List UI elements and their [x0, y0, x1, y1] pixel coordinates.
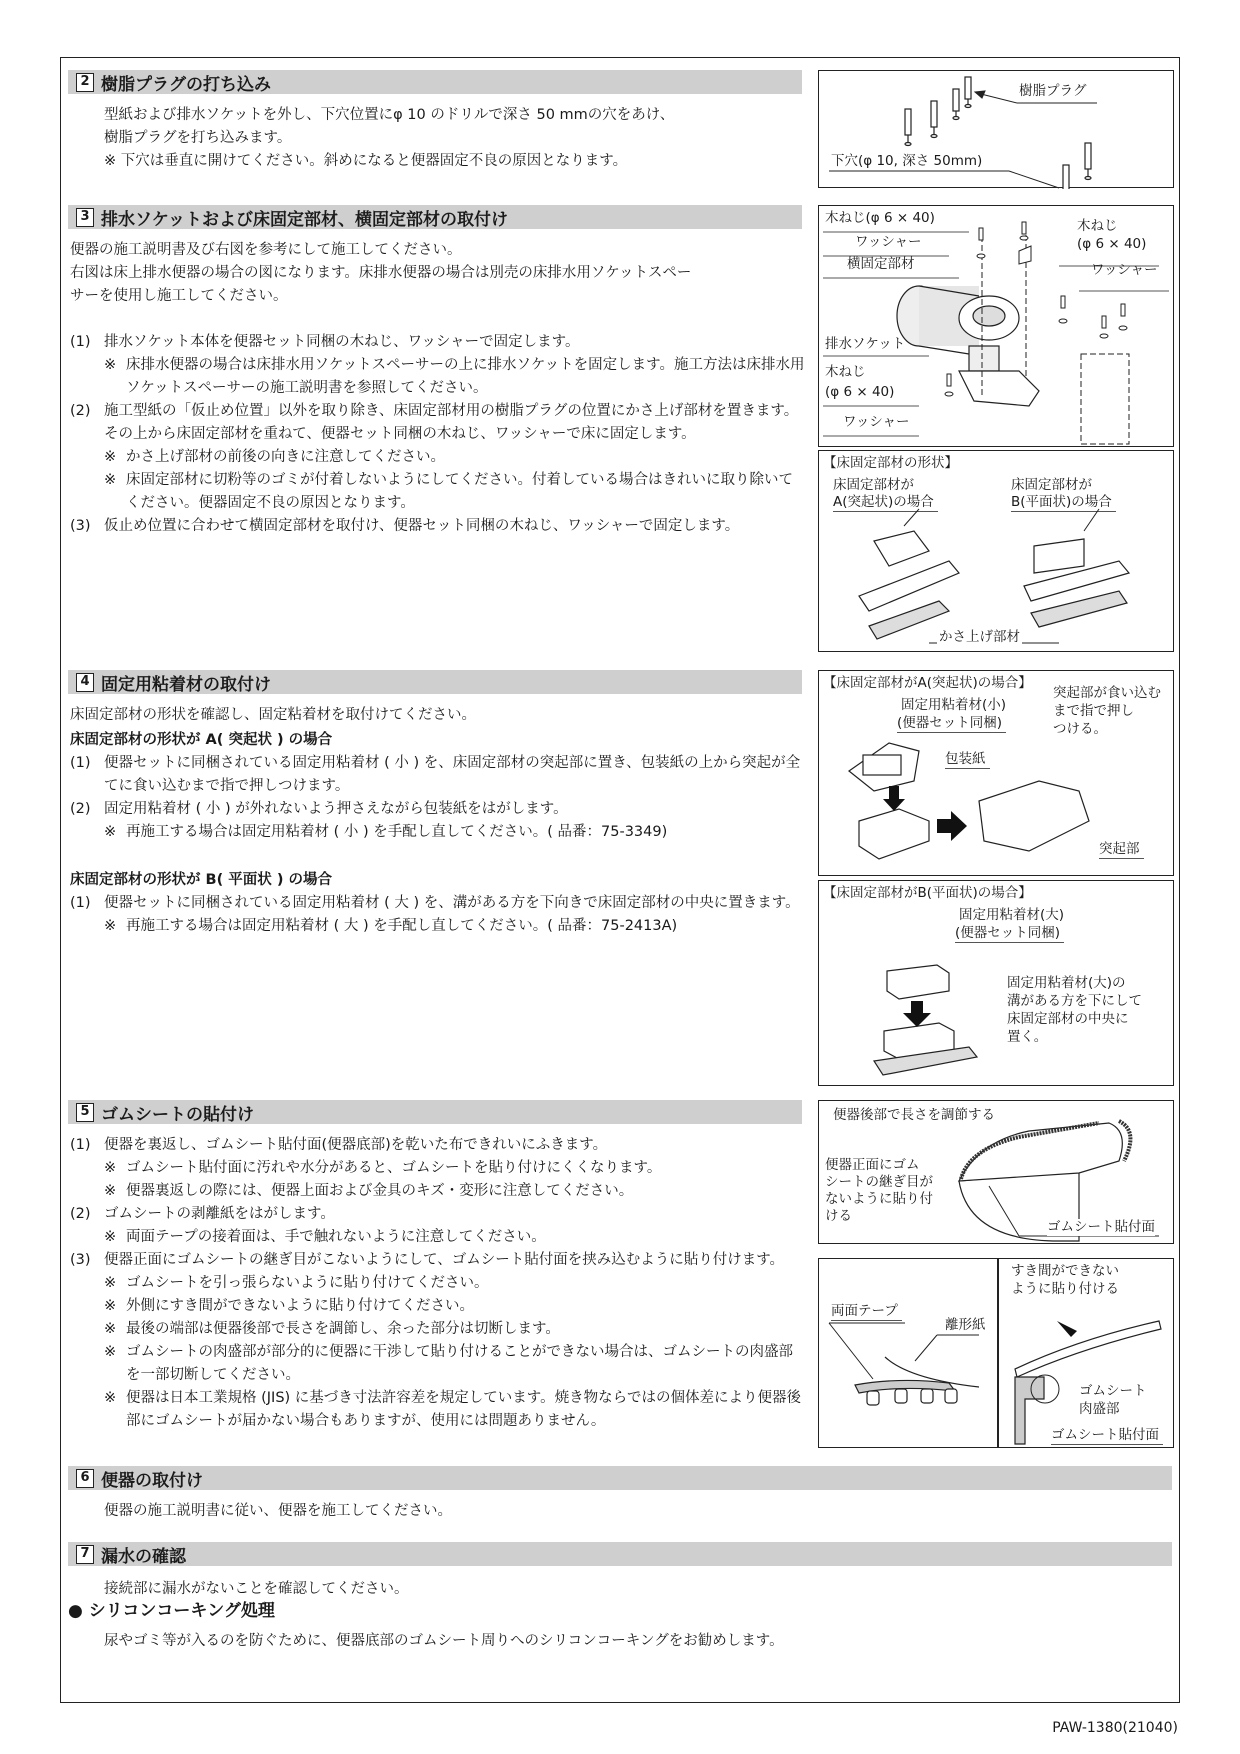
step-note: ※ 便器は日本工業規格 (JIS) に基づき寸法許容差を規定しています。焼き物ならではの個体差により便器後部にゴムシートが届かない場合もありますが、使用には問題ありません。: [70, 1387, 805, 1433]
figure-adhesive-type-b: [818, 880, 1174, 1086]
step-note: ※ 最後の端部は便器後部で長さを調節し、余った部分は切断します。: [70, 1318, 805, 1341]
label-place-3: 床固定部材の中央に: [1007, 1011, 1129, 1027]
figure-title: 【床固定部材がB(平面状)の場合】: [823, 885, 1032, 901]
label-place-1: 固定用粘着材(大)の: [1007, 975, 1126, 991]
label-front-1: 便器正面にゴム: [825, 1157, 920, 1173]
floor-fixing-illustration: [819, 451, 1175, 653]
step-note: ※ ゴムシートを引っ張らないように貼り付けてください。: [70, 1272, 805, 1295]
adhesive-a-illustration: [819, 671, 1175, 877]
label-sheet-surface: ゴムシート貼付面: [1051, 1427, 1163, 1445]
section-title: 漏水の確認: [101, 1546, 186, 1567]
label-rib-2: 肉盛部: [1079, 1401, 1120, 1417]
label-wrapper: 包装紙: [945, 751, 990, 769]
figure-floor-fixing-shapes: [818, 450, 1174, 652]
step-item: [70, 1249, 805, 1272]
label-sheet-surface: ゴムシート貼付面: [1047, 1219, 1155, 1235]
body-line: 接続部に漏水がないことを確認してください。: [104, 1581, 409, 1597]
label-type-b-line1: 床固定部材が: [1011, 477, 1092, 493]
section-6-body: [104, 1500, 1104, 1523]
label-place-2: 溝がある方を下にして: [1007, 993, 1142, 1009]
note-text: 床排水便器の場合は床排水用ソケットスペーサーの上に排水ソケットを固定します。施工方法は床排水用ソケットスペーサーの施工説明書を参照してください。: [126, 357, 805, 396]
step-note: ※ 床固定部材に切粉等のゴミが付着しないようにしてください。付着している場合はきれいに取り除いてください。便器固定不良の原因となります。: [70, 469, 805, 515]
label-included: (便器セット同梱): [897, 715, 1006, 733]
label-screw-3-size: (φ 6 × 40): [825, 384, 895, 400]
section-5-body: [70, 1134, 805, 1433]
adhesive-b-illustration: [819, 881, 1175, 1087]
label-washer-1: ワッシャー: [855, 234, 922, 250]
section-number: 4: [76, 673, 94, 692]
step-text: 便器を裏返し、ゴムシート貼付面(便器底部)を乾いた布できれいにふきます。: [104, 1137, 608, 1153]
section-5-header: [68, 1100, 802, 1124]
step-note: ※ ゴムシート貼付面に汚れや水分があると、ゴムシートを貼り付けにくくなります。: [70, 1157, 805, 1180]
caulking-body: [104, 1630, 1154, 1653]
note-text: ゴムシートを引っ張らないように貼り付けてください。: [126, 1275, 489, 1291]
section-7-body: [104, 1578, 1104, 1601]
figure-resin-plug: [818, 70, 1174, 188]
note-text: 外側にすき間ができないように貼り付けてください。: [126, 1298, 474, 1314]
step-note: ※ ゴムシートの肉盛部が部分的に便器に干渉して貼り付けることができない場合は、ゴムシートの肉盛部を一部切断してください。: [70, 1341, 805, 1387]
label-press-3: つける。: [1053, 721, 1107, 737]
section-2-body: [104, 104, 804, 173]
step-note: ※ かさ上げ部材の前後の向きに注意してください。: [70, 446, 805, 469]
label-release-paper: 離形紙: [945, 1317, 986, 1333]
label-press-1: 突起部が食い込む: [1053, 685, 1161, 701]
label-type-b-line2: B(平面状)の場合: [1011, 494, 1116, 512]
intro-line: 便器の施工説明書及び右図を参考にして施工してください。: [70, 242, 462, 258]
step-label: (1): [70, 895, 91, 911]
section-2-header: [68, 70, 802, 94]
intro-line: 床固定部材の形状を確認し、固定粘着材を取付けてください。: [70, 707, 476, 723]
figure-adhesive-type-a: [818, 670, 1174, 876]
figure-rubber-sheet-detail: [818, 1258, 1174, 1448]
step-label: (1): [70, 1137, 91, 1153]
label-screw-3: 木ねじ: [825, 364, 866, 380]
step-label: (3): [70, 518, 91, 534]
body-line: 便器の施工説明書に従い、便器を施工してください。: [104, 1503, 452, 1519]
body-line: 尿やゴミ等が入るのを防ぐために、便器底部のゴムシート周りへのシリコンコーキングをお勧めします。: [104, 1633, 784, 1649]
label-rib-1: ゴムシート: [1079, 1383, 1147, 1399]
body-line: 型紙および排水ソケットを外し、下穴位置にφ 10 のドリルで深さ 50 mmの穴をあけ、: [104, 107, 675, 123]
label-screw-2: 木ねじ: [1077, 218, 1118, 234]
step-item: [70, 892, 805, 915]
section-title: 樹脂プラグの打ち込み: [101, 74, 271, 95]
step-item: [70, 331, 805, 354]
step-text: 仮止め位置に合わせて横固定部材を取付け、便器セット同梱の木ねじ、ワッシャーで固定します。: [104, 518, 740, 534]
step-note: ※ 再施工する場合は固定用粘着材 ( 小 ) を手配し直してください。( 品番：75-3349): [70, 821, 805, 844]
label-included: (便器セット同梱): [955, 925, 1064, 943]
label-front-2: シートの継ぎ目が: [825, 1174, 933, 1190]
step-label: (1): [70, 755, 91, 771]
section-number: 6: [76, 1469, 94, 1488]
rubber-sheet-cross-section: [819, 1259, 1175, 1449]
step-item: [70, 752, 805, 798]
note-text: 便器裏返しの際には、便器上面および金具のキズ・変形に注意してください。: [126, 1183, 634, 1199]
section-title: ゴムシートの貼付け: [101, 1104, 254, 1125]
case-a-heading: 床固定部材の形状が A( 突起状 ) の場合: [70, 732, 333, 748]
figure-title: 【床固定部材がA(突起状)の場合】: [823, 675, 1032, 691]
label-front-4: ける: [825, 1208, 852, 1224]
step-item: [70, 1203, 805, 1226]
section-4-header: [68, 670, 802, 694]
section-number: 2: [76, 73, 94, 92]
label-front-3: ないように貼り付: [825, 1191, 933, 1207]
note-text: 床固定部材に切粉等のゴミが付着しないようにしてください。付着している場合はきれいに取り除いてください。便器固定不良の原因となります。: [126, 472, 793, 511]
section-number: 7: [76, 1545, 94, 1564]
note-text: 両面テープの接着面は、手で触れないように注意してください。: [126, 1229, 546, 1245]
label-washer-2: ワッシャー: [1091, 262, 1158, 278]
section-3-body: [70, 239, 805, 538]
section-number: 5: [76, 1103, 94, 1122]
step-note: ※ 床排水便器の場合は床排水用ソケットスペーサーの上に排水ソケットを固定します。施工方法は床排水用ソケットスペーサーの施工説明書を参照してください。: [70, 354, 805, 400]
label-adhesive-large: 固定用粘着材(大): [959, 907, 1065, 923]
figure-drain-socket: [818, 205, 1174, 447]
label-side-fixing: 横固定部材: [847, 256, 915, 272]
figure-title: 【床固定部材の形状】: [823, 455, 958, 471]
label-screw-2-size: (φ 6 × 40): [1077, 236, 1147, 252]
label-pilot-hole: 下穴(φ 10, 深さ 50mm): [831, 153, 983, 169]
step-item: [70, 400, 805, 446]
label-type-a-line1: 床固定部材が: [833, 477, 914, 493]
label-no-gap-1: すき間ができない: [1011, 1263, 1119, 1279]
step-text: ゴムシートの剥離紙をはがします。: [104, 1206, 335, 1222]
caulking-heading: ● シリコンコーキング処理: [68, 1601, 275, 1621]
section-6-header: [68, 1466, 1172, 1490]
step-label: (2): [70, 1206, 91, 1222]
step-label: (2): [70, 801, 91, 817]
intro-line: 右図は床上排水便器の場合の図になります。床排水便器の場合は別売の床排水用ソケットスペー: [70, 265, 692, 281]
label-screw-1: 木ねじ(φ 6 × 40): [825, 210, 935, 226]
step-note: ※ 便器裏返しの際には、便器上面および金具のキズ・変形に注意してください。: [70, 1180, 805, 1203]
label-riser-part: かさ上げ部材: [939, 629, 1020, 645]
step-text: 固定用粘着材 ( 小 ) が外れないよう押さえながら包装紙をはがします。: [104, 801, 568, 817]
step-text: 便器セットに同梱されている固定用粘着材 ( 小 ) を、床固定部材の突起部に置き、包装紙の上から突起が全てに食い込むまで指で押しつけます。: [104, 755, 801, 794]
step-item: [70, 1134, 805, 1157]
case-b-heading: 床固定部材の形状が B( 平面状 ) の場合: [70, 872, 332, 888]
step-label: (3): [70, 1252, 91, 1268]
label-protrusion: 突起部: [1099, 841, 1144, 859]
figure-rubber-sheet-position: [818, 1100, 1174, 1244]
body-line: 樹脂プラグを打ち込みます。: [104, 130, 292, 146]
note-text: ゴムシートの肉盛部が部分的に便器に干渉して貼り付けることができない場合は、ゴムシートの肉盛部を一部切断してください。: [126, 1344, 793, 1383]
note-text: 便器は日本工業規格 (JIS) に基づき寸法許容差を規定しています。焼き物ならではの個体差により便器後部にゴムシートが届かない場合もありますが、使用には問題ありません。: [126, 1390, 801, 1429]
section-title: 固定用粘着材の取付け: [101, 674, 271, 695]
step-text: 便器正面にゴムシートの継ぎ目がこないようにして、ゴムシート貼付面を挟み込むように貼り付けます。: [104, 1252, 785, 1268]
note-line: ※ 下穴は垂直に開けてください。斜めになると便器固定不良の原因となります。: [104, 153, 628, 169]
note-text: 再施工する場合は固定用粘着材 ( 大 ) を手配し直してください。( 品番：75-2413A): [126, 918, 678, 934]
step-note: ※ 再施工する場合は固定用粘着材 ( 大 ) を手配し直してください。( 品番：75-2413A): [70, 915, 805, 938]
section-3-header: [68, 205, 802, 229]
label-no-gap-2: ように貼り付ける: [1011, 1281, 1119, 1297]
label-washer-3: ワッシャー: [843, 414, 910, 430]
section-4-body: [70, 704, 805, 938]
label-type-a-line2: A(突起状)の場合: [833, 494, 938, 512]
section-title: 便器の取付け: [101, 1470, 203, 1491]
label-drain-socket: 排水ソケット: [825, 336, 906, 352]
step-note: ※ 両面テープの接着面は、手で触れないように注意してください。: [70, 1226, 805, 1249]
note-text: 再施工する場合は固定用粘着材 ( 小 ) を手配し直してください。( 品番：75-3349): [126, 824, 668, 840]
intro-line: サーを使用し施工してください。: [70, 288, 288, 304]
step-item: [70, 515, 805, 538]
step-note: ※ 外側にすき間ができないように貼り付けてください。: [70, 1295, 805, 1318]
step-label: (2): [70, 403, 91, 419]
label-resin-plug: 樹脂プラグ: [1019, 83, 1087, 99]
note-text: ゴムシート貼付面に汚れや水分があると、ゴムシートを貼り付けにくくなります。: [126, 1160, 662, 1176]
section-title: 排水ソケットおよび床固定部材、横固定部材の取付け: [101, 209, 508, 230]
label-place-4: 置く。: [1007, 1029, 1048, 1045]
step-label: (1): [70, 334, 91, 350]
step-text: 施工型紙の「仮止め位置」以外を取り除き、床固定部材用の樹脂プラグの位置にかさ上げ部材を置きます。その上から床固定部材を重ねて、便器セット同梱の木ねじ、ワッシャーで床に固定します。: [104, 403, 799, 442]
step-text: 排水ソケット本体を便器セット同梱の木ねじ、ワッシャーで固定します。: [104, 334, 580, 350]
document-code: PAW-1380(21040): [1052, 1720, 1178, 1736]
resin-plug-illustration: [819, 71, 1175, 189]
note-text: かさ上げ部材の前後の向きに注意してください。: [126, 449, 445, 465]
label-press-2: まで指で押し: [1053, 703, 1134, 719]
section-number: 3: [76, 208, 94, 227]
label-adjust-length: 便器後部で長さを調節する: [833, 1107, 995, 1123]
step-text: 便器セットに同梱されている固定用粘着材 ( 大 ) を、溝がある方を下向きで床固定部材の中央に置きます。: [104, 895, 800, 911]
label-double-sided-tape: 両面テープ: [831, 1303, 902, 1321]
note-text: 最後の端部は便器後部で長さを調節し、余った部分は切断します。: [126, 1321, 560, 1337]
label-adhesive-small: 固定用粘着材(小): [901, 697, 1007, 713]
section-7-header: [68, 1542, 1172, 1566]
step-item: [70, 798, 805, 821]
